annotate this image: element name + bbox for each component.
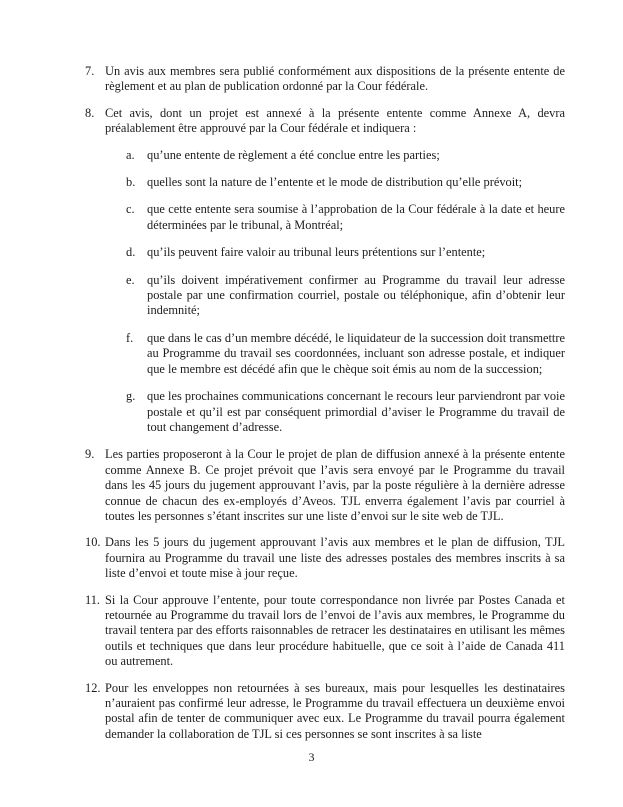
sub-list-item-text: qu’ils peuvent faire valoir au tribunal leurs prétentions sur l’entente; [147,245,486,260]
list-item-number: 12. [85,680,101,695]
page-number: 3 [308,750,315,764]
sub-list-item [126,202,565,233]
sub-list-item [126,389,565,435]
list-item [85,447,565,524]
document-body [85,64,565,753]
list-item-text: Si la Cour approuve l’entente, pour toute correspondance non livrée par Postes Canada et retournée au Programme du travail lors de l’envoi de l’avis aux membres, le Programme du travail tentera par des efforts raisonnables de retracer les destinataires en utilisant les mêmes outils et techniques que dans leur procédure habituelle, que ce soit à l’aide de Canada 411 ou autrement. [105,592,565,669]
sub-list-item-text: que cette entente sera soumise à l’approbation de la Cour fédérale à la date et heure déterminées par le tribunal, à Montréal; [147,202,565,232]
list-item-number: 8. [85,105,95,120]
sub-list-item-letter: d. [126,245,136,260]
list-item-number: 9. [85,447,95,462]
sub-list-item-letter: f. [126,330,134,345]
sub-list-item-text: qu’ils doivent impérativement confirmer au Programme du travail leur adresse postale par une confirmation courriel, postale ou téléphonique, afin d’obtenir leur indemnité; [147,272,565,318]
sub-list-item-text: que les prochaines communications concernant le recours leur parviendront par voie postale et qu’il est par conséquent primordial d’aviser le Programme du travail de tout changement d’adresse. [147,389,565,434]
sub-list-item-letter: e. [126,272,135,287]
sub-list-item [126,331,565,377]
sub-list-item [126,273,565,319]
sub-list-item [126,245,565,260]
sub-list-item-text: que dans le cas d’un membre décédé, le liquidateur de la succession doit transmettre au Programme du travail ses coordonnées, incluant son adresse postale, et indiquer que le membre est décédé afin que le chèque soit émis au nom de la succession; [147,330,565,376]
list-item-text: Pour les enveloppes non retournées à ses bureaux, mais pour lesquelles les destinataires n’auraient pas confirmé leur adresse, le Programme du travail effectuera un deuxième envoi postal afin de tenter de communiquer avec eux. Le Programme du travail pourra également demander la collaboration de TJL si ces personnes se sont inscrites à sa liste [105,680,565,741]
list-item [85,681,565,743]
sub-list-item-text: quelles sont la nature de l’entente et le mode de distribution qu’elle prévoit; [147,175,523,190]
list-item-number: 7. [85,64,95,78]
sub-list-item-letter: c. [126,202,135,217]
list-item-text: Les parties proposeront à la Cour le projet de plan de diffusion annexé à la présente entente comme Annexe B. Ce projet prévoit que l’avis sera envoyé par le Programme du travail dans les 45 jours du jugement approuvant l’avis, par la poste régulière à la dernière adresse connue de chacun des ex-employés d’Aveos. TJL enverra également l’avis par courriel à toutes les personnes s’étant inscrites sur une liste d’envoi sur le site web de TJL. [105,447,565,523]
sub-list-item [126,175,565,190]
list-item [85,535,565,581]
list-item [85,593,565,670]
sub-list-item-text: qu’une entente de règlement a été conclue entre les parties; [147,147,440,162]
sub-list-item [126,148,565,163]
list-item-text: Un avis aux membres sera publié conformément aux dispositions de la présente entente de règlement et au plan de publication ordonné par la Cour fédérale. [105,64,565,94]
list-item [85,106,565,137]
list-item [85,64,565,95]
sub-list-item-letter: g. [126,389,136,404]
sub-list-item-letter: b. [126,175,136,190]
list-item-text: Dans les 5 jours du jugement approuvant l’avis aux membres et le plan de diffusion, TJL fournira au Programme du travail une liste des adresses postales des membres inscrits à sa liste d’envoi et toute mise à jour reçue. [105,535,565,581]
list-item-number: 10. [85,535,101,550]
sub-list-item-letter: a. [126,147,135,162]
list-item-number: 11. [85,592,101,607]
list-item-text: Cet avis, dont un projet est annexé à la présente entente comme Annexe A, devra préalablement être approuvé par la Cour fédérale et indiquera : [105,105,565,136]
